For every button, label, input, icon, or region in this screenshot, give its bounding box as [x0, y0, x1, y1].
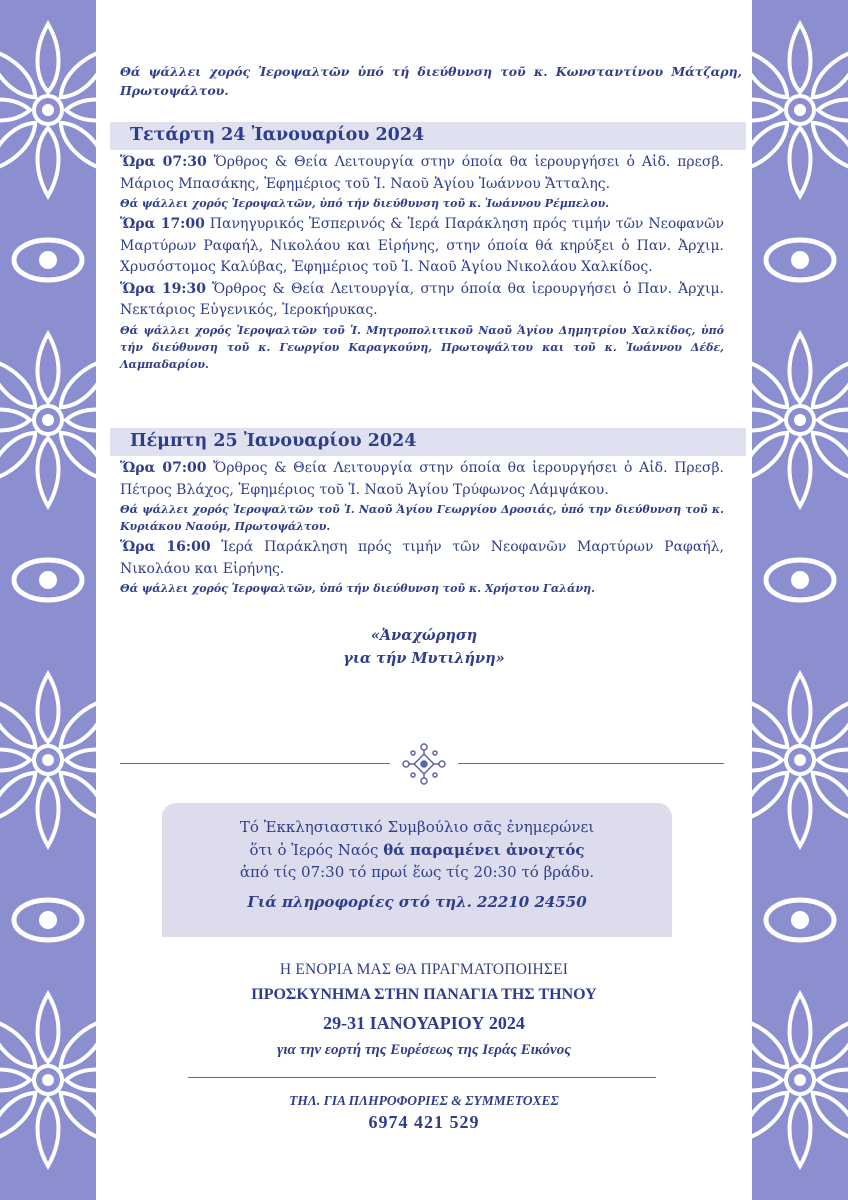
- departure-note: [96, 624, 752, 670]
- schedule-entry: [120, 458, 724, 501]
- choir-note: Θά ψάλλει χορός Ἱεροψαλτῶν, ὑπό τήν διεύθυνση τοῦ κ. Ἰωάννου Ρέμπελου.: [120, 197, 610, 210]
- day-schedule-wednesday: [120, 152, 724, 375]
- day-header-thursday: [110, 428, 746, 456]
- pilgrimage-announcement: [96, 958, 752, 1062]
- mandala-pattern-left: [0, 0, 96, 1200]
- right-decorative-border: [752, 0, 848, 1200]
- day-schedule-thursday: [120, 458, 724, 599]
- entry-text: Ὄρθρος & Θεία Λειτουργία στην όποία θα ἱερουργήσει ὁ Αἰδ. πρεσβ. Μάριος Μπασάκης, Ἐφημέριος τοῦ Ἱ. Ναοῦ Ἁγίου Ἰωάννου Ἄτταλης.: [120, 154, 724, 192]
- departure-line-2: για τήν Μυτιλήνη»: [343, 650, 505, 667]
- info-line-2: [162, 839, 672, 862]
- divider-right: [458, 763, 724, 764]
- schedule-entry: [120, 537, 724, 580]
- choir-note: Θά ψάλλει χορός Ἱεροψαλτῶν, ὑπό τήν διεύθυνση τοῦ κ. Χρήστου Γαλάνη.: [120, 582, 595, 595]
- left-decorative-border: [0, 0, 96, 1200]
- departure-line-1: «Ἀναχώρηση: [370, 627, 478, 644]
- entry-time: Ὥρα 07:30: [120, 154, 207, 170]
- contact-label: ΤΗΛ. ΓΙΑ ΠΛΗΡΟΦΟΡΙΕΣ & ΣΥΜΜΕΤΟΧΕΣ: [289, 1093, 559, 1108]
- entry-time: Ὥρα 19:30: [120, 280, 206, 297]
- day-header-wednesday: [110, 122, 746, 150]
- contact-info: [96, 1092, 752, 1134]
- pilgrimage-line-2: ΠΡΟΣΚΥΝΗΜΑ ΣΤΗΝ ΠΑΝΑΓΙΑ ΤΗΣ ΤΗΝΟΥ: [251, 986, 597, 1003]
- entry-text: Ὄρθρος & Θεία Λειτουργία στην όποία θα ἱερουργήσει ὁ Αἰδ. Πρεσβ. Πέτρος Βλάχος, Ἐφημέριος τοῦ Ἱ. Ναοῦ Ἁγίου Τρύφωνος Λάμψάκου.: [120, 460, 724, 498]
- info-line-2-bold: θά παραμένει ἀνοιχτός: [383, 840, 585, 859]
- pilgrimage-dates: 29-31 ΙΑΝΟΥΑΡΙΟΥ 2024: [323, 1013, 525, 1033]
- entry-text: Πανηγυρικός Ἑσπερινός & Ἱερά Παράκληση πρός τιμήν τῶν Νεοφανῶν Μαρτύρων Ραφαήλ, Νικολάου και Εἰρήνης, στην όποία θά κηρύξει ὁ Παν. Ἀρχιμ. Χρυσόστομος Καλύβας, Ἐφημέριος τοῦ Ἱ. Ναοῦ Ἁγίου Νικολάου Χαλκίδος.: [120, 216, 725, 275]
- entry-time: Ὥρα 16:00: [120, 539, 211, 555]
- info-line-3: ἀπό τίς 07:30 τό πρωί ἕως τίς 20:30 τό βράδυ.: [239, 863, 595, 881]
- choir-note: Θά ψάλλει χορός Ἱεροψαλτῶν τοῦ Ἱ. Ναοῦ Ἁγίου Γεωργίου Δροσιάς, ὑπό την διεύθυνση τοῦ κ. Κυριάκου Ναούμ, Πρωτοψάλτου.: [120, 503, 724, 533]
- schedule-entry: [120, 214, 724, 279]
- entry-text: Ἱερά Παράκληση πρός τιμήν τῶν Νεοφανῶν Μαρτύρων Ραφαήλ, Νικολάου και Εἰρήνης.: [120, 539, 724, 577]
- choir-note: Θά ψάλλει χορός Ἱεροψαλτῶν τοῦ Ἱ. Μητροπολιτικοῦ Ναοῦ Ἁγίου Δημητρίου Χαλκίδος, ὑπό τήν διεύθυνση τοῦ κ. Γεωργίου Καραγκούνη, Πρωτοψάλτου και τοῦ κ. Ἰωάννου Δέδε, Λαμπαδαρίου.: [120, 323, 724, 371]
- divider-left: [120, 763, 390, 764]
- entry-text: Ὄρθρος & Θεία Λειτουργία, στην όποία θα ἱερουργήσει ὁ Παν. Ἀρχιμ. Νεκτάριος Εὐγενικός, Ἱεροκήρυκας.: [120, 280, 725, 318]
- info-line-1: Τό Ἐκκλησιαστικό Συμβούλιο σᾶς ἐνημερώνει: [239, 818, 595, 836]
- contact-phone: 6974 421 529: [368, 1112, 480, 1132]
- cross-ornament-icon: [398, 742, 450, 786]
- bottom-divider: [188, 1077, 656, 1078]
- pilgrimage-line-1: Η ΕΝΟΡΙΑ ΜΑΣ ΘΑ ΠΡΑΓΜΑΤΟΠΟΙΗΣΕΙ: [279, 961, 569, 978]
- info-line-2-text: ὅτι ὁ Ἱερός Ναός: [249, 840, 384, 859]
- info-phone: Γιά πληροφορίες στό τηλ. 22210 24550: [247, 892, 587, 911]
- mandala-pattern-right: [752, 0, 848, 1200]
- day-title: Πέμπτη 25 Ἰανουαρίου 2024: [130, 431, 417, 451]
- schedule-entry: [120, 152, 724, 195]
- pilgrimage-occasion: για την εορτή της Ευρέσεως της Ιεράς Εικόνος: [277, 1042, 571, 1058]
- entry-time: Ὥρα 17:00: [120, 216, 205, 232]
- entry-time: Ὥρα 07:00: [120, 460, 207, 476]
- day-title: Τετάρτη 24 Ἰανουαρίου 2024: [130, 125, 425, 145]
- schedule-entry: [120, 279, 724, 322]
- church-info-box: [162, 803, 672, 937]
- intro-choir-note: Θά ψάλλει χορός Ἱεροψαλτῶν ὑπό τή διεύθυνση τοῦ κ. Κωνσταντίνου Μάτζαρη, Πρωτοψάλτου.: [120, 64, 742, 98]
